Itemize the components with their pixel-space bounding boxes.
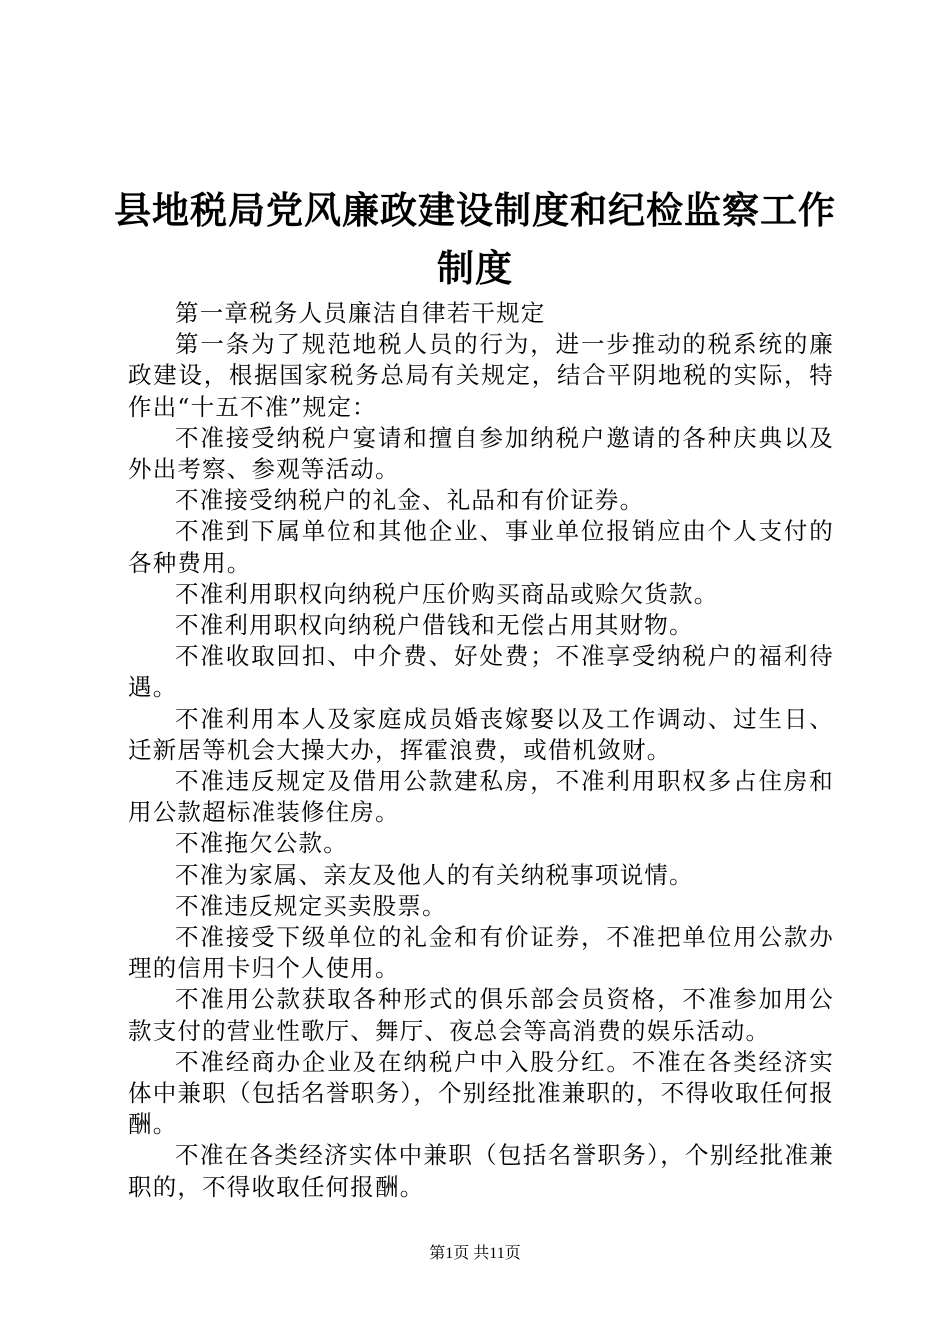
paragraph: 不准经商办企业及在纳税户中入股分红。不准在各类经济实体中兼职（包括名誉职务），个别经批准兼职的，不得收取任何报酬。 bbox=[128, 1047, 834, 1139]
paragraph: 不准违反规定及借用公款建私房，不准利用职权多占住房和用公款超标准装修住房。 bbox=[128, 767, 834, 827]
paragraph: 不准利用本人及家庭成员婚丧嫁娶以及工作调动、过生日、迁新居等机会大操大办，挥霍浪费，或借机敛财。 bbox=[128, 704, 834, 764]
paragraph: 不准违反规定买卖股票。 bbox=[175, 891, 447, 920]
paragraph: 不准利用职权向纳税户压价购买商品或赊欠货款。 bbox=[175, 579, 719, 608]
paragraph: 不准接受纳税户的礼金、礼品和有价证券。 bbox=[175, 486, 645, 515]
paragraph: 不准到下属单位和其他企业、事业单位报销应由个人支付的各种费用。 bbox=[128, 517, 834, 577]
paragraph: 不准拖欠公款。 bbox=[175, 829, 348, 858]
paragraph: 不准接受下级单位的礼金和有价证券，不准把单位用公款办理的信用卡归个人使用。 bbox=[128, 923, 834, 983]
paragraph: 不准利用职权向纳税户借钱和无偿占用其财物。 bbox=[175, 611, 694, 640]
page-number-footer: 第1页 共11页 bbox=[429, 1245, 521, 1262]
paragraph: 不准在各类经济实体中兼职（包括名誉职务），个别经批准兼职的，不得收取任何报酬。 bbox=[128, 1141, 834, 1201]
paragraph: 不准接受纳税户宴请和擅自参加纳税户邀请的各种庆典以及外出考察、参观等活动。 bbox=[128, 423, 834, 484]
document-body bbox=[128, 298, 834, 1203]
paragraph: 第一条为了规范地税人员的行为，进一步推动的税系统的廉政建设，根据国家税务总局有关规定，结合平阴地税的实际，特作出“十五不准”规定： bbox=[128, 330, 834, 421]
paragraph: 不准用公款获取各种形式的俱乐部会员资格，不准参加用公款支付的营业性歌厅、舞厅、夜总会等高消费的娱乐活动。 bbox=[128, 985, 834, 1045]
document-title: 县地税局党风廉政建设制度和纪检监察工作制度 bbox=[114, 189, 836, 290]
paragraph: 不准为家属、亲友及他人的有关纳税事项说情。 bbox=[175, 860, 694, 889]
chapter-heading: 第一章税务人员廉洁自律若干规定 bbox=[175, 299, 546, 327]
paragraph: 不准收取回扣、中介费、好处费；不准享受纳税户的福利待遇。 bbox=[128, 642, 834, 702]
